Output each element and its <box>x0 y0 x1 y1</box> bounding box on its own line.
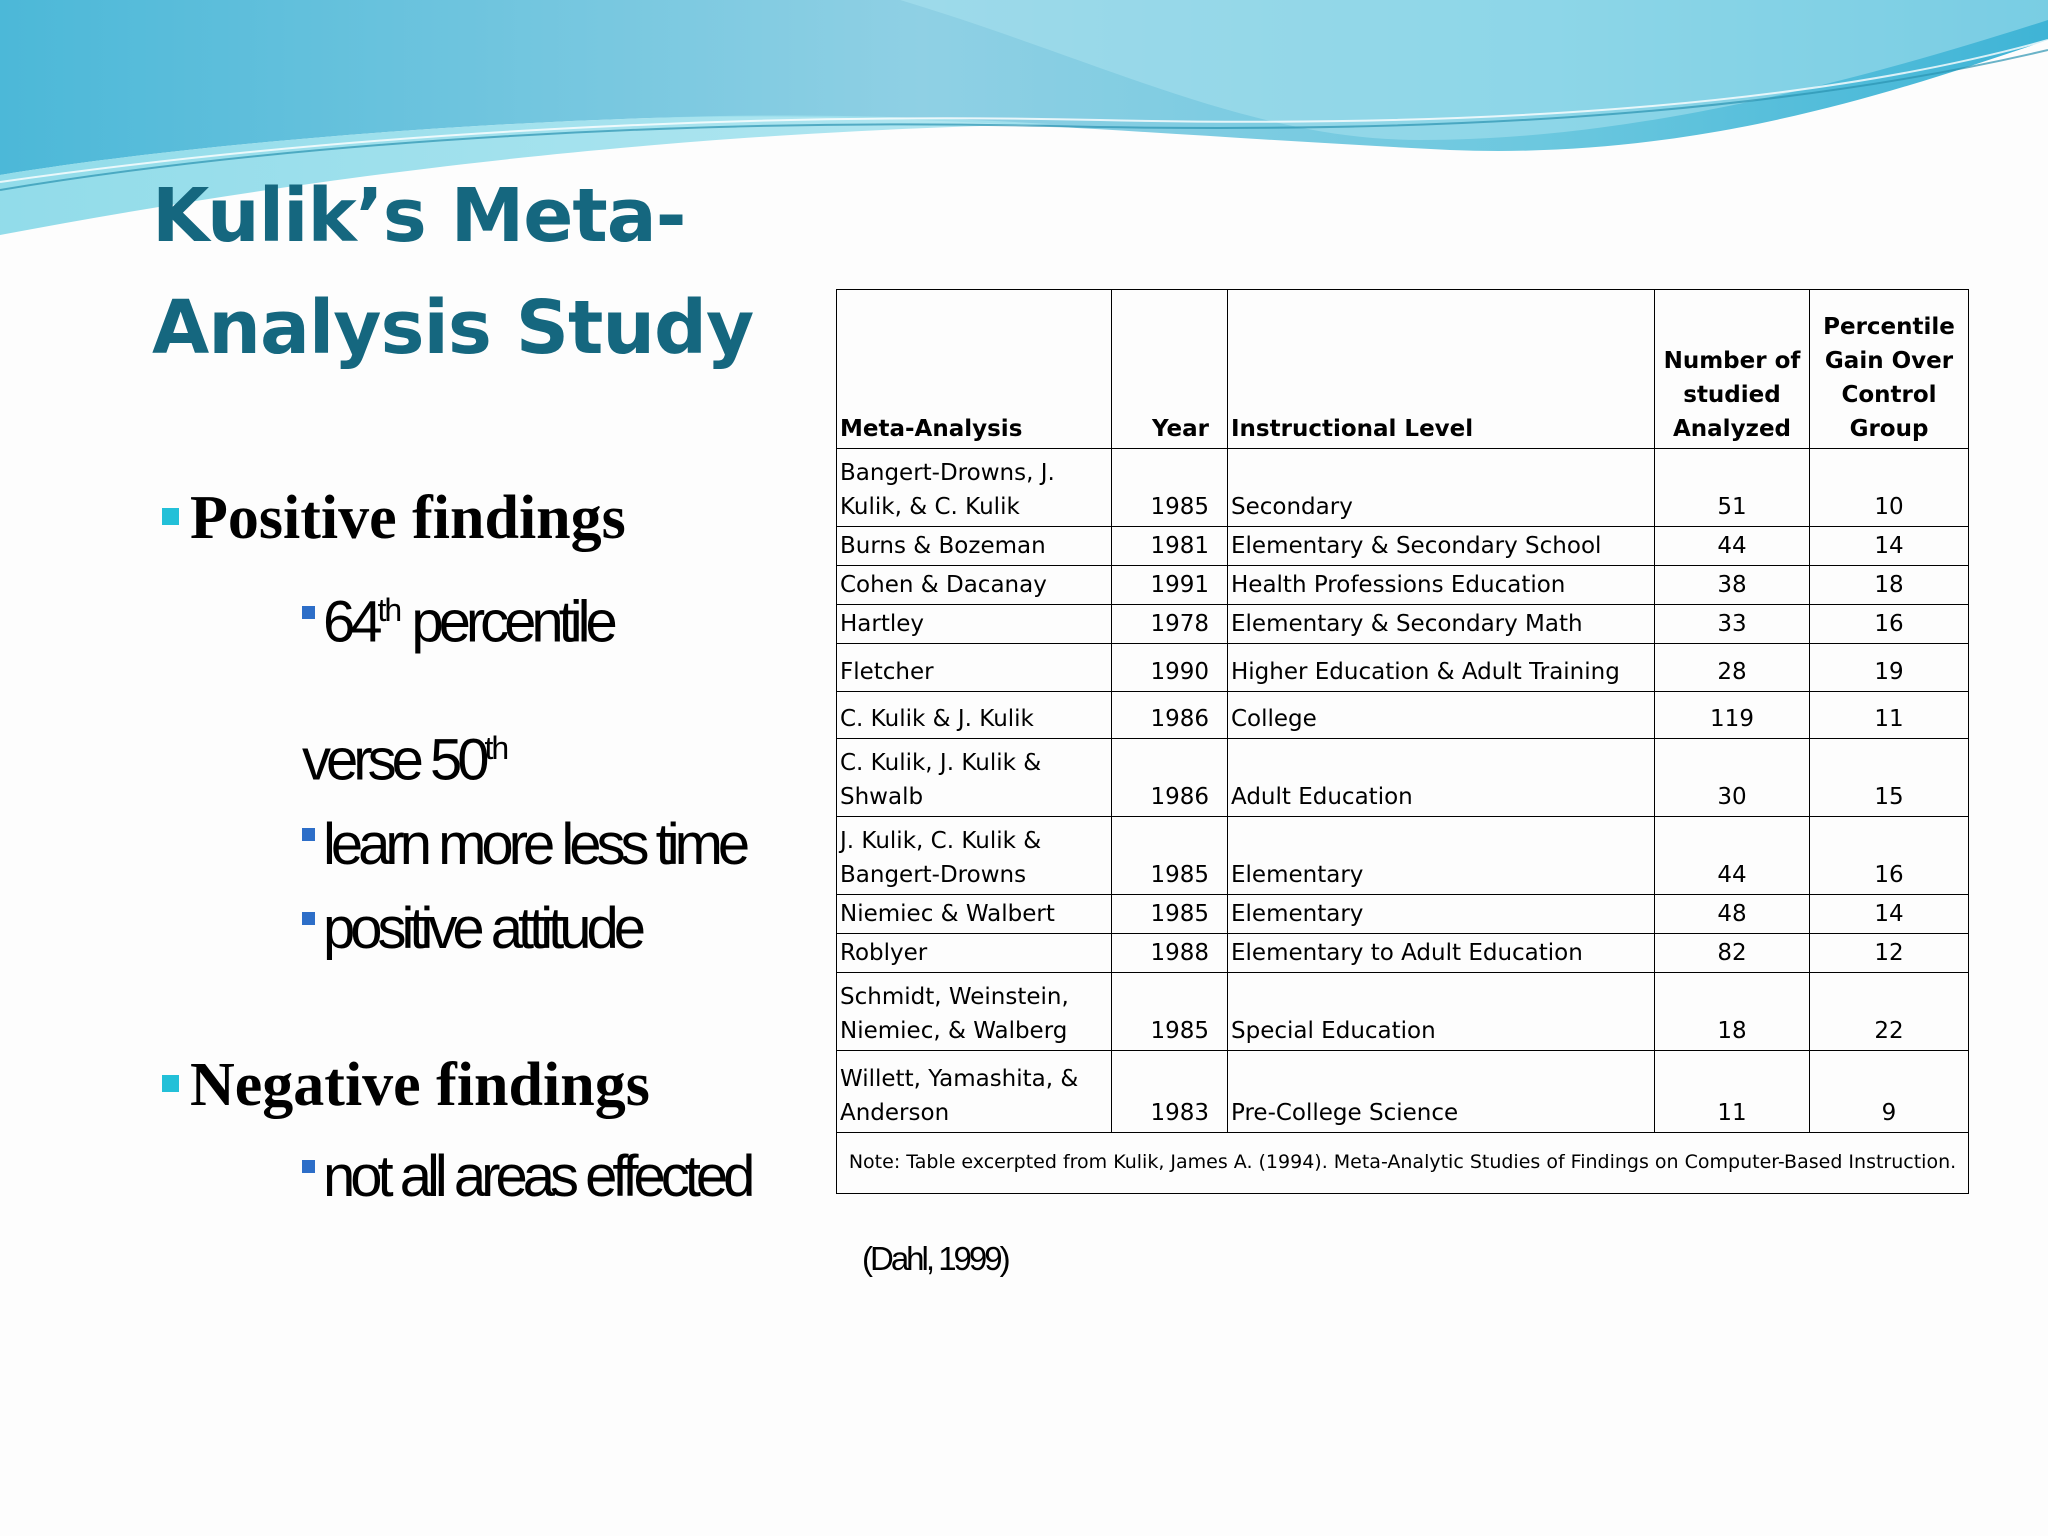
table-note-row <box>837 1133 1969 1194</box>
header-year: Year <box>1112 290 1228 449</box>
header-number-studied: Number of studied Analyzed <box>1655 290 1810 449</box>
negative-findings-label: Negative findings <box>190 1050 650 1119</box>
table-row: J. Kulik, C. Kulik & Bangert-Drowns 1985 Elementary 44 16 <box>837 817 1969 895</box>
square-bullet-icon <box>162 508 179 525</box>
header-percentile-gain: Percentile Gain Over Control Group <box>1810 290 1969 449</box>
square-bullet-icon <box>162 1075 179 1092</box>
table-row: Roblyer 1988 Elementary to Adult Education 82 12 <box>837 934 1969 973</box>
table-row: Cohen & Dacanay 1991 Health Professions Education 38 18 <box>837 566 1969 605</box>
table-row: Schmidt, Weinstein, Niemiec, & Walberg 1985 Special Education 18 22 <box>837 973 1969 1051</box>
square-bullet-icon <box>302 912 315 925</box>
positive-findings-label: Positive findings <box>190 484 626 552</box>
meta-analysis-table <box>836 289 1969 1194</box>
meta-analysis-table-container <box>836 289 1969 1194</box>
citation: (Dahl, 1999) <box>862 1240 1008 1277</box>
table-header-row <box>837 290 1969 449</box>
bullet-64th-percentile: 64th percentile <box>302 578 780 718</box>
table-row: Hartley 1978 Elementary & Secondary Math 33 16 <box>837 605 1969 644</box>
table-row: Fletcher 1990 Higher Education & Adult Training 28 19 <box>837 644 1969 692</box>
positive-findings-heading <box>160 478 780 558</box>
negative-findings-heading <box>160 1045 780 1125</box>
bullet-positive-attitude: positive attitude <box>302 897 780 961</box>
table-row: Bangert-Drowns, J. Kulik, & C. Kulik 1985 Secondary 51 10 <box>837 449 1969 527</box>
bullet-learn-more-less-time: learn more less time <box>302 813 780 877</box>
table-row: C. Kulik, J. Kulik & Shwalb 1986 Adult Education 30 15 <box>837 739 1969 817</box>
bullet-list <box>160 478 780 1209</box>
table-row: Burns & Bozeman 1981 Elementary & Secondary School 44 14 <box>837 527 1969 566</box>
table-row: Niemiec & Walbert 1985 Elementary 48 14 <box>837 895 1969 934</box>
square-bullet-icon <box>302 828 315 841</box>
slide-title: Kulik’s Meta-Analysis Study <box>152 173 754 371</box>
square-bullet-icon <box>302 606 315 619</box>
table-note: Note: Table excerpted from Kulik, James A. (1994). Meta-Analytic Studies of Findings on Computer-Based Instruction. <box>837 1133 1969 1194</box>
bullet-not-all-areas: not all areas effected <box>302 1145 780 1209</box>
header-meta-analysis: Meta-Analysis <box>837 290 1112 449</box>
header-instructional-level: Instructional Level <box>1228 290 1655 449</box>
table-row: Willett, Yamashita, & Anderson 1983 Pre-College Science 11 9 <box>837 1051 1969 1133</box>
square-bullet-icon <box>302 1160 315 1173</box>
bullet-verse-50th: verse 50th <box>302 727 508 793</box>
table-row: C. Kulik & J. Kulik 1986 College 119 11 <box>837 692 1969 739</box>
